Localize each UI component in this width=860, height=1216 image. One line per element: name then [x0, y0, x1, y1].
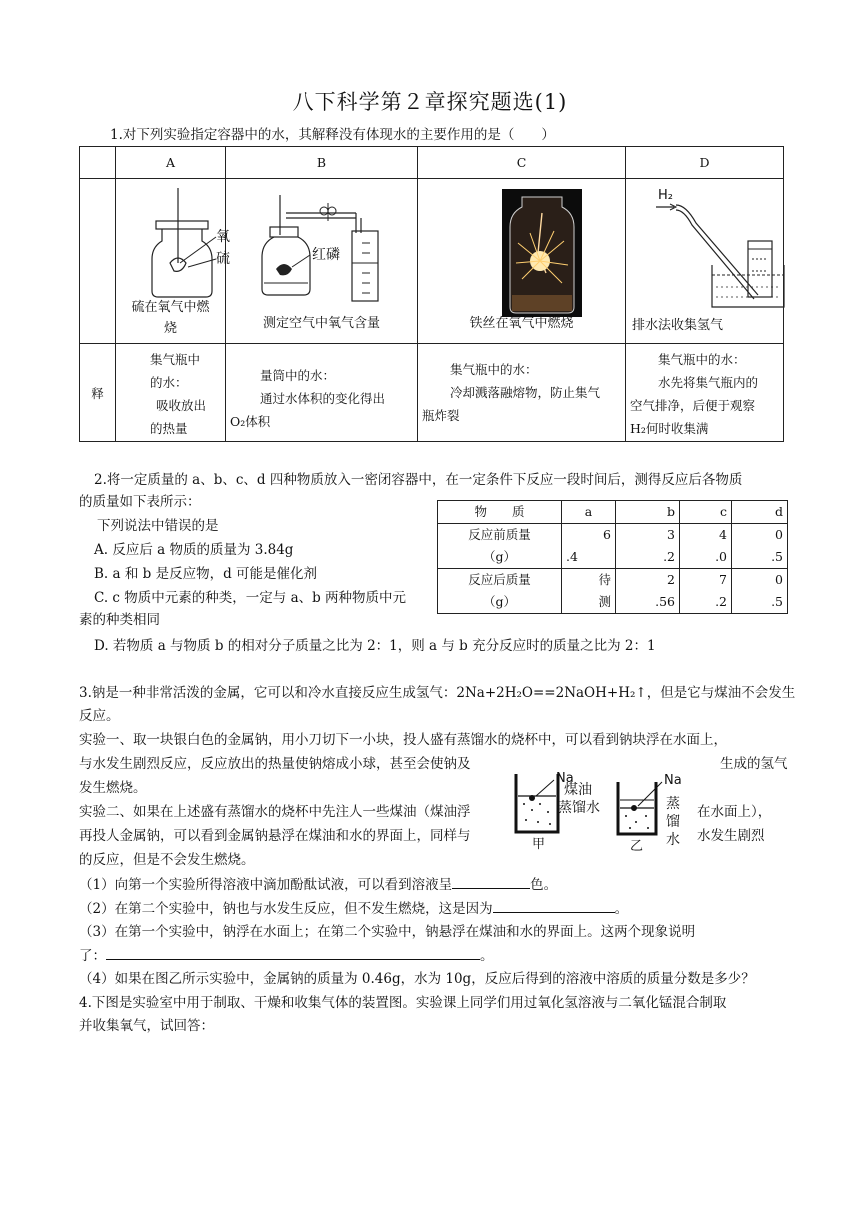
q4-line-1: 4.下图是实验室中用于制取、干燥和收集气体的装置图。实验课上同学们用过氧化氢溶液与二氧化锰混合制取 [79, 995, 727, 1011]
q2-after-a-1: 待 [598, 572, 611, 587]
q2-header-d: d [732, 501, 788, 524]
figure-d-caption: 排水法收集氢气 [632, 318, 724, 333]
oxygen-label: 氧 [216, 229, 230, 245]
q2-option-c-line-1: C. c 物质中元素的种类，一定与 a、b 两种物质中元 [94, 590, 407, 606]
q2-after-c-1: 7 [719, 572, 727, 587]
explain-d-line-3: 空气排净，后便于观察 [630, 397, 756, 413]
q3-sub3-blank[interactable] [106, 944, 480, 960]
q2-header-substance: 物 质 [438, 501, 562, 524]
q3-line-3: 实验一、取一块银白色的金属钠，用小刀切下一小块，投人盛有蒸馏水的烧杯中，可以看到钠块浮在水面上， [79, 732, 727, 748]
q1-header-b: B [226, 147, 418, 179]
q2-after-b-2: .56 [655, 594, 675, 609]
jia-label: 甲 [532, 837, 546, 852]
q2-before-c-1: 4 [719, 527, 727, 542]
q2-before-b-2: .2 [663, 549, 675, 564]
q3-line-4b: 生成的氢气 [720, 756, 788, 772]
figure-b-caption: 测定空气中氧气含量 [262, 316, 380, 331]
kerosene-label: 煤油 [564, 782, 592, 798]
q3-sub1-end: 色。 [530, 877, 558, 893]
q2-before-c-2: .0 [715, 549, 727, 564]
q3-line-6b: 在水面上）， [697, 804, 772, 820]
q3-line-4a: 与水发生剧烈反应，反应放出的热量使钠熔成小球，甚至会使钠及 [79, 756, 471, 772]
q3-sub1-blank[interactable] [452, 873, 530, 889]
q3-line-7b: 水发生剧烈 [697, 828, 765, 844]
q2-row-before [438, 524, 788, 569]
q3-sub2-text: （2）在第二个实验中，钠也与水发生反应，但不发生燃烧，这是因为 [79, 901, 493, 917]
q1-explain-row-label: 释 [80, 344, 116, 442]
sulfur-label: 硫 [216, 251, 230, 267]
q2-mass-table [437, 500, 788, 614]
q4-line-2: 并收集氧气，试回答： [79, 1018, 214, 1034]
q1-header-c: C [418, 147, 626, 179]
q2-after-b-1: 2 [667, 572, 675, 587]
q3-sub4: （4）如果在图乙所示实验中，金属钠的质量为 0.46g，水为 10g，反应后得到的溶液中溶质的质量分数是多少？ [79, 971, 755, 987]
explain-c-line-1: 集气瓶中的水： [450, 362, 538, 377]
q3-sub3-end: 。 [480, 948, 494, 964]
explain-a-line-4: 的热量 [150, 420, 188, 436]
q1-header-d: D [626, 147, 784, 179]
sodium-experiment-figure [506, 760, 696, 854]
q2-row-after-label-1: 反应后质量 [468, 572, 531, 587]
q2-option-a: A. 反应后 a 物质的质量为 3.84g [94, 542, 294, 558]
red-phosphorus-label: 红磷 [312, 247, 340, 263]
q3-line-8: 的反应，但是不会发生燃烧。 [79, 852, 255, 868]
q1-stem: 1.对下列实验指定容器中的水，其解释没有体现水的主要作用的是（ ） [110, 127, 555, 143]
q3-sub1-text: （1）向第一个实验所得溶液中滴加酚酞试液，可以看到溶液呈 [79, 877, 453, 893]
q2-prompt: 下列说法中错误的是 [97, 518, 219, 534]
water-label-yi-2: 馏 [666, 814, 680, 830]
explain-b-line-3: O₂体积 [230, 414, 271, 429]
q2-header-a: a [562, 501, 616, 524]
q2-before-d-1: 0 [775, 527, 783, 542]
distilled-water-label: 蒸馏水 [558, 800, 600, 816]
explain-d-line-4: H₂何时收集满 [630, 420, 709, 436]
q2-row-after [438, 569, 788, 614]
explain-a-cell [116, 344, 226, 442]
q2-after-a-2: 测 [598, 594, 611, 609]
explain-b-line-2: 通过水体积的变化得出 [260, 391, 386, 406]
q3-sub3-line-1: （3）在第一个实验中，钠浮在水面上；在第二个实验中，钠悬浮在煤油和水的界面上。这两个现象说明 [79, 924, 696, 940]
q1-table [79, 146, 784, 442]
q2-option-c-line-2: 素的种类相同 [79, 612, 160, 628]
q2-header-c: c [680, 501, 732, 524]
q2-header-b: b [616, 501, 680, 524]
q2-option-d: D. 若物质 a 与物质 b 的相对分子质量之比为 2：1，则 a 与 b 充分反应时的质量之比为 2：1 [94, 638, 656, 654]
explain-d-line-2: 水先将集气瓶内的 [658, 374, 759, 390]
water-label-yi-1: 蒸 [666, 796, 680, 812]
iron-wire-burning-photo [418, 183, 626, 317]
page-title: 八下科学第２章探究题选(1) [292, 90, 568, 114]
figure-c-caption: 铁丝在氧气中燃烧 [469, 316, 574, 331]
q3-line-7a: 再投人金属钠，可以看到金属钠悬浮在煤油和水的界面上，同样与 [79, 828, 471, 844]
h2-label: H₂ [658, 188, 673, 203]
yi-label: 乙 [630, 839, 644, 854]
q2-before-a-1: 6 [603, 527, 611, 542]
q3-sub2-end: 。 [614, 901, 629, 917]
explain-a-line-2: 的水： [150, 374, 188, 390]
q3-sub2-blank[interactable] [493, 897, 615, 913]
explain-d-line-1: 集气瓶中的水： [658, 351, 746, 367]
q2-row-after-label-2: （g） [482, 594, 516, 609]
q2-row-before-label-1: 反应前质量 [468, 527, 531, 542]
q2-after-d-1: 0 [775, 572, 783, 587]
q1-corner-cell [80, 147, 116, 179]
q2-row-before-label-2: （g） [482, 549, 516, 564]
q2-option-b: B. a 和 b 是反应物，d 可能是催化剂 [94, 566, 318, 582]
explain-c-line-3: 瓶炸裂 [422, 408, 460, 423]
q3-line-5: 发生燃烧。 [79, 780, 147, 796]
na-label-yi: Na [664, 773, 682, 788]
explain-b-cell [226, 344, 418, 442]
explain-c-cell [418, 344, 626, 442]
sulfur-burning-figure [116, 183, 230, 313]
explain-c-line-2: 冷却溅落融熔物，防止集气 [450, 385, 601, 400]
q2-stem-line-2: 的质量如下表所示： [79, 494, 201, 510]
q2-after-c-2: .2 [715, 594, 727, 609]
figure-d-cell [626, 179, 784, 344]
water-label-yi-3: 水 [666, 832, 680, 848]
figure-a-cell [116, 179, 230, 344]
q2-before-d-2: .5 [771, 549, 783, 564]
q3-line-6a: 实验二、如果在上述盛有蒸馏水的烧杯中先注人一些煤油（煤油浮 [79, 804, 471, 820]
explain-d-cell [626, 344, 784, 442]
q1-figure-row-label [80, 179, 116, 344]
q1-header-a: A [116, 147, 226, 179]
q2-after-d-2: .5 [771, 594, 783, 609]
q3-line-1: 3.钠是一种非常活泼的金属，它可以和冷水直接反应生成氢气：2Na+2H₂O==2NaOH+H₂↑，但是它与煤油不会发生 [79, 685, 796, 701]
explain-a-line-1: 集气瓶中 [150, 351, 201, 367]
q2-stem-line-1: 2.将一定质量的 a、b、c、d 四种物质放入一密闭容器中，在一定条件下反应一段时间后，测得反应后各物质 [94, 472, 743, 488]
figure-b-cell [226, 179, 418, 344]
explain-a-line-3: 吸收放出 [156, 397, 207, 413]
q2-before-a-2: .4 [566, 549, 578, 564]
q3-line-2: 反应。 [79, 708, 120, 724]
phosphorus-oxygen-figure [226, 183, 418, 313]
q2-before-b-1: 3 [667, 527, 675, 542]
explain-b-line-1: 量筒中的水： [260, 368, 336, 383]
hydrogen-collection-figure [626, 183, 784, 317]
figure-c-cell [418, 179, 626, 344]
q3-sub3-prefix: 了： [79, 948, 106, 964]
figure-a-caption: 硫在氧气中燃烧 [131, 300, 210, 336]
na-label-jia: Na [556, 771, 574, 786]
